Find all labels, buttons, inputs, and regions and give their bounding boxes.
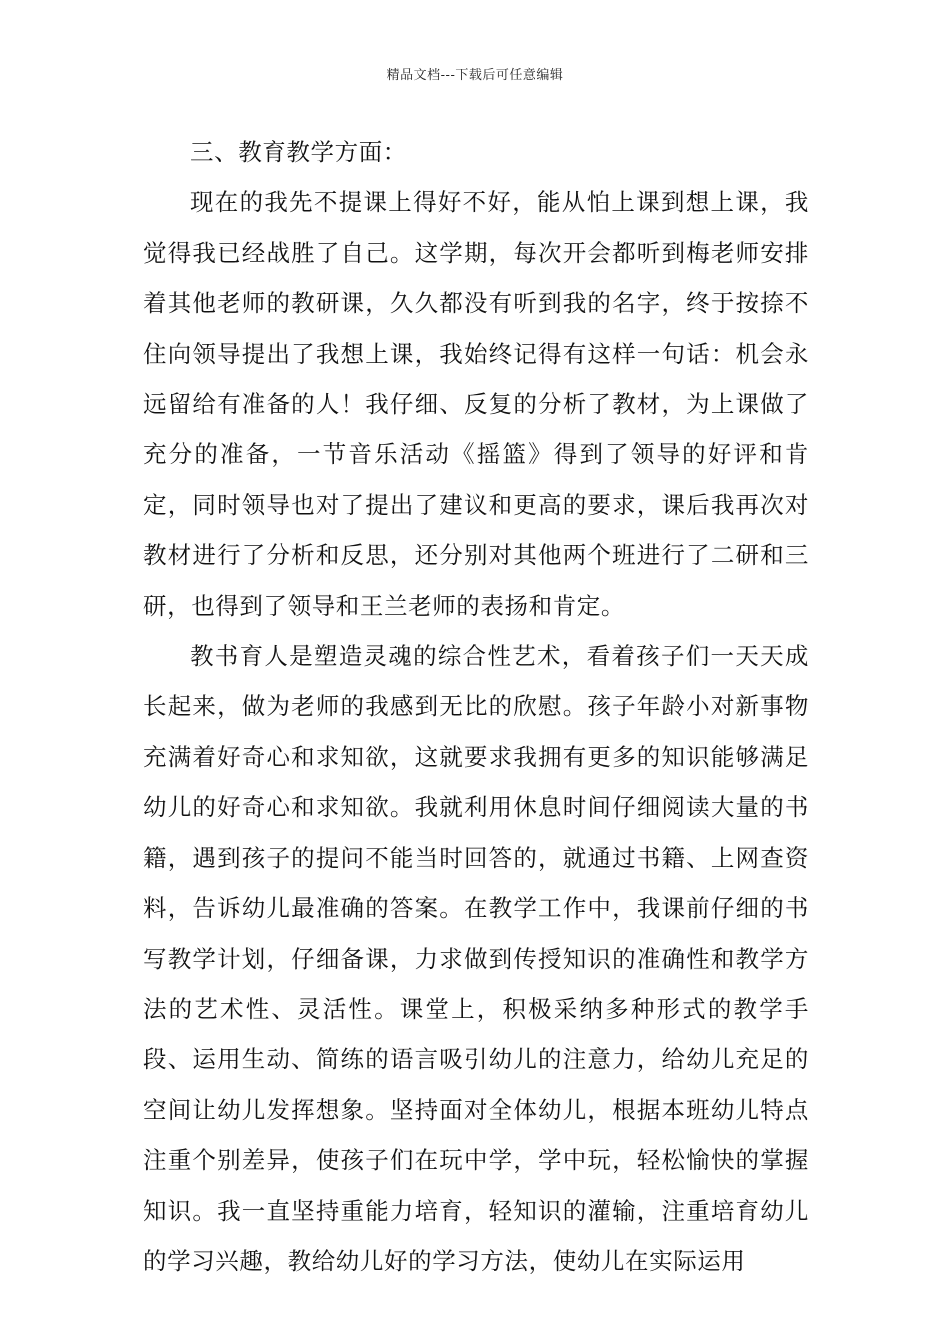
paragraph-2: 教书育人是塑造灵魂的综合性艺术，看着孩子们一天天成长起来，做为老师的我感到无比的欣慰。孩子年龄小对新事物充满着好奇心和求知欲，这就要求我拥有更多的知识能够满足幼儿的好奇心和求知欲。我就利用休息时间仔细阅读大量的书籍，遇到孩子的提问不能当时回答的，就通过书籍、上网查资料，告诉幼儿最准确的答案。在教学工作中，我课前仔细的书写教学计划，仔细备课，力求做到传授知识的准确性和教学方法的艺术性、灵活性。课堂上，积极采纳多种形式的教学手段、运用生动、简练的语言吸引幼儿的注意力，给幼儿充足的空间让幼儿发挥想象。坚持面对全体幼儿，根据本班幼儿特点注重个别差异，使孩子们在玩中学，学中玩，轻松愉快的掌握知识。我一直坚持重能力培育，轻知识的灌输，注重培育幼儿的学习兴趣，教给幼儿好的学习方法，使幼儿在实际运用 <box>143 642 809 1275</box>
paragraph-1: 现在的我先不提课上得好不好，能从怕上课到想上课，我觉得我已经战胜了自己。这学期，每次开会都听到梅老师安排着其他老师的教研课，久久都没有听到我的名字，终于按捺不住向领导提出了我想上课，我始终记得有这样一句话：机会永远留给有准备的人！我仔细、反复的分析了教材，为上课做了充分的准备，一节音乐活动《摇篮》得到了领导的好评和肯定，同时领导也对了提出了建议和更高的要求，课后我再次对教材进行了分析和反思，还分别对其他两个班进行了二研和三研，也得到了领导和王兰老师的表扬和肯定。 <box>143 188 809 620</box>
page-header: 精品文档---下载后可任意编辑 <box>386 68 564 83</box>
section-heading: 三、教育教学方面： <box>190 138 407 166</box>
document-body <box>143 127 809 1286</box>
